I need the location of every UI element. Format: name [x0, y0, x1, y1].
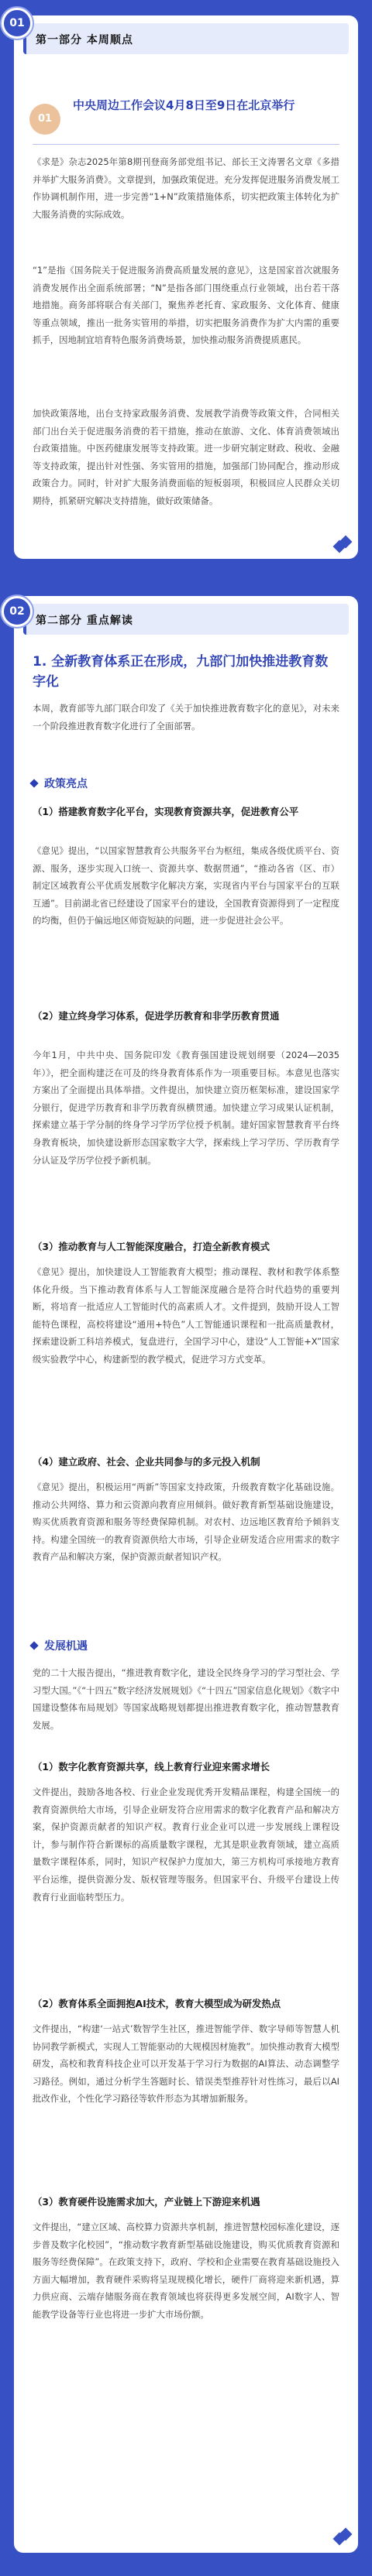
- article-headline: 1. 全新教育体系正在形成，九部门加快推进教育数字化: [33, 654, 329, 690]
- section-number-badge-2: 02: [2, 596, 33, 627]
- diamond-icon: [29, 1641, 38, 1649]
- article-number-badge: 01: [29, 104, 60, 135]
- policy-item-body: 《意见》提出，积极运用“两新”等国家支持政策，升级教育数字化基础设施。推动公共网络、算力和云资源向教育应用倾斜。做好教育新型基础设施建设，购买优质教育资源和服务等经费保障机制。对农村、边远地区教育给予倾斜支持。构建全国统一的教育资源供给大市场，引导企业研发适合应用需求的数字教育产品和解决方案，保护资源贡献者知识产权。: [33, 1482, 339, 1563]
- corner-arrow-icon: [333, 536, 352, 554]
- section-card-2: [14, 596, 358, 2553]
- policy-item-title: （4）建立政府、社会、企业共同参与的多元投入机制: [33, 1456, 260, 1468]
- opportunity-item-title: （1）数字化教育资源共享，线上教育行业迎来需求增长: [33, 1761, 270, 1773]
- corner-arrow-icon: [333, 2528, 352, 2547]
- policy-highlights-heading: [31, 776, 88, 791]
- policy-item-title: （1）搭建教育数字化平台，实现教育资源共享，促进教育公平: [33, 806, 299, 817]
- section-bar-2: [23, 604, 349, 635]
- opportunities-label: 发展机遇: [44, 1640, 88, 1653]
- opportunity-item-body: 文件提出，鼓励各地各校、行业企业发现优秀开发精品课程，构建全国统一的教育资源供给大市场，引导企业研发符合应用需求的数字化教育产品和解决方案，保护资源贡献者的知识产权。教育行业企业可以进一步发展线上课程设计，参与制作符合新课标的高质量数字课程，尤其是职业教育领域，建立高质量数字课程体系，同时，知识产权保护力度加大，第三方机构可承接地方教育平台运维，提供资源分发、版权管理等服务。但国家平台、升级平台建设上传教育行业面临转型压力。: [33, 1786, 339, 1903]
- policy-item-body: 今年1月，中共中央、国务院印发《教育强国建设规划纲要（2024—2035年）》，把全面构建泛在可及的终身教育体系作为一项重要目标。本意见也落实方案出了全面提出具体举措。文件提出，加快建立资历框架标准，建设国家学分银行，促进学历教育和非学历教育纵横贯通。加快建立学习成果认证机制，探索建立基于学分制的终身学习学历学位授予机制。建好国家智慧教育平台终身教育板块，加快建设新形态国家数字大学，探索线上学习学历、学历教育学分认证及学历学位授予新机制。: [33, 1050, 339, 1166]
- opportunities-heading: [31, 1638, 88, 1653]
- diamond-icon: [29, 779, 38, 787]
- policy-item-title: （2）建立终身学习体系，促进学历教育和非学历教育贯通: [33, 1010, 280, 1022]
- section-bar-1: [23, 23, 349, 54]
- opportunity-item-title: （2）教育体系全面拥抱AI技术，教育大模型成为研发热点: [33, 1998, 281, 2009]
- policy-item-body: 《意见》提出，加快建设人工智能教育大模型；推动课程、教材和教学体系整体化升级。当下推动教育体系与人工智能深度融合是符合时代趋势的重要判断，将培育一批适应人工智能时代的高素质人才。文件提到，鼓励开设人工智能特色课程，高校将建设“通用+特色”人工智能通识课程和一批高质量教材，探索建设新工科培养模式，复盘进行，全国学习中心，建设“人工智能+X”国家级实验教学中心，构建新型的教学模式，促进学习方式变革。: [33, 1266, 339, 1365]
- divider: [33, 144, 339, 145]
- intro-paragraph: 本周，教育部等九部门联合印发了《关于加快推进教育数字化的意见》，对未来一个阶段推进教育数字化进行了全面部署。: [33, 703, 339, 731]
- section-card-1: [14, 15, 358, 559]
- opportunity-item-body: 文件提出，“构建‘一站式’数智学生社区，推进智能学伴、数字导师等智慧人机协同教学新模式，实现人工智能驱动的大规模因材施教”。加快推动教育大模型研发，高校和教育科技企业可以开发基于学习行为数据的AI算法、动态调整学习路径。例如，通过分析学生答题时长、错误类型推荐针对性练习，最后以AI批改作业，个性化学习路径等软件形态为其增加新服务。: [33, 2023, 339, 2105]
- opportunities-intro: 党的二十大报告提出，“推进教育数字化，建设全民终身学习的学习型社会、学习型大国。”《“十四五”数字经济发展规划》《“十四五”国家信息化规划》《数字中国建设整体布局规划》等国家战略规划都提出推进教育数字化，推动智慧教育发展。: [33, 1667, 339, 1731]
- opportunity-item-body: 文件提出，“建立区域、高校算力资源共享机制，推进智慧校园标准化建设，逐步普及数字化校园”，“推动数字教育新型基础设施建设，购买优质教育资源和服务等经费保障”。在政策支持下，政府、学校和企业需要在教育基础设施投入方面大幅增加，教育硬件采购将呈现规模化增长，硬件厂商将迎来新机遇，算力供应商、云端存储服务商在教育领域也将获得更多发展空间，AI数字人、智能教学设备等行业也将进一步扩大市场份额。: [33, 2221, 339, 2320]
- section-title-2: 第二部分 重点解读: [36, 615, 133, 627]
- policy-item-body: 《意见》提出，“以国家智慧教育公共服务平台为枢纽，集成各级优质平台、资源、服务，逐步实现入口统一、资源共享、数据贯通”，“推动各省（区、市）制定区域教育公平优质发展数字化解决方案，实现省内平台与国家平台的互联互通”。目前湖北省已经建设了国家平台的建设，全国教育资源得到了一定程度的均衡，但仍于偏远地区师资短缺的问题，进一步促进社会公平。: [33, 845, 339, 927]
- policy-highlights-label: 政策亮点: [44, 778, 88, 790]
- paragraph: 《求是》杂志2025年第8期刊登商务部党组书记、部长王文涛署名文章《多措并举扩大服务消费》。文章提到，加强政策促进。充分发挥促进服务消费发展工作协调机制作用，进一步完善“1+N”政策措施体系，切实把政策主体转化为扩大服务消费的实际成效。: [33, 156, 339, 220]
- paragraph: “1”是指《国务院关于促进服务消费高质量发展的意见》，这是国家首次就服务消费发展作出全面系统部署；“N”是指各部门围绕重点行业领域，出台若干落地措施。商务部将联合有关部门，聚焦养老托育、家政服务、文化体育、健康等重点领域，推出一批务实管用的举措，切实把服务消费作为扩大内需的重要抓手，因地制宜培育特色服务消费场景，加快推动服务消费提质惠民。: [33, 265, 339, 346]
- section-number-badge-1: 01: [2, 8, 33, 39]
- policy-item-title: （3）推动教育与人工智能深度融合，打造全新教育模式: [33, 1241, 270, 1252]
- paragraph: 加快政策落地，出台支持家政服务消费、发展教学消费等政策文件，合同相关部门出台关于促进服务消费的若干措施，推动在旅游、文化、体育消费领域出台政策措施。中医药健康发展等支持政策。进一步研究制定财政、税收、金融等支持政策，提出针对性强、务实管用的措施，加强部门协同配合，推动形成政策合力。同时，针对扩大服务消费面临的短板弱项，积极回应人民群众关切期待，抓紧研究解决支持措施，做好政策储备。: [33, 408, 339, 506]
- opportunity-item-title: （3）教育硬件设施需求加大，产业链上下游迎来机遇: [33, 2196, 260, 2208]
- article-headline: 中央周边工作会议4月8日至9日在北京举行: [73, 98, 295, 112]
- section-title-1: 第一部分 本周顺点: [36, 34, 133, 46]
